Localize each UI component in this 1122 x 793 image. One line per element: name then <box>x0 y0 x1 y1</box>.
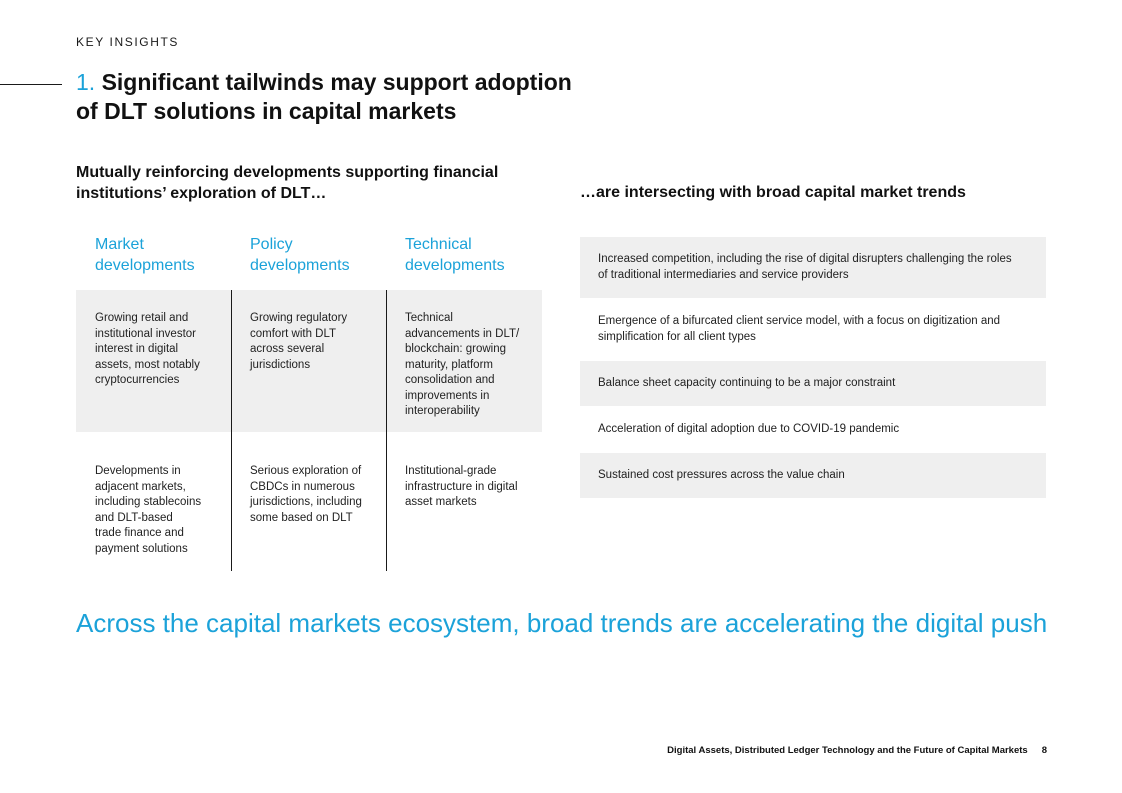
cell-line: some based on DLT <box>250 511 353 524</box>
title-line-1: Significant tailwinds may support adoption <box>101 69 572 95</box>
cell-line: maturity, platform <box>405 358 493 371</box>
cell-line: trade finance and <box>95 527 184 539</box>
cell-line: Institutional-grade <box>405 465 497 477</box>
cell-line: jurisdictions <box>250 358 311 371</box>
cell-line: across several <box>250 343 325 355</box>
cell-line: CBDCs in numerous <box>250 480 355 493</box>
cell-line: adjacent markets, <box>95 480 186 493</box>
cell-line: including stablecoins <box>95 496 202 508</box>
cell-line: assets, most notably <box>95 358 200 371</box>
cell-policy-row-2 <box>250 464 378 526</box>
title-number: 1. <box>76 69 96 95</box>
cell-line: interest in digital <box>95 343 179 355</box>
column-header-technical-line-2: developments <box>405 257 505 274</box>
cell-line: institutional investor <box>95 327 196 340</box>
column-header-technical <box>405 234 545 276</box>
cell-line: interoperability <box>405 405 480 417</box>
cell-line: jurisdictions, including <box>250 496 362 508</box>
cell-technical-row-2 <box>405 464 533 511</box>
cell-line: consolidation and <box>405 374 495 386</box>
trend-line: Emergence of a bifurcated client service model, with a focus on digitization and <box>598 315 1001 327</box>
cell-line: Serious exploration of <box>250 465 362 477</box>
trend-item <box>580 453 1046 498</box>
cell-line: cryptocurrencies <box>95 374 180 386</box>
cell-line: Technical <box>405 312 453 324</box>
page-number: 8 <box>1041 745 1047 756</box>
trend-line: Increased competition, including the rise of digital disrupters challenging the roles <box>598 253 1012 265</box>
tagline: Across the capital markets ecosystem, broad trends are accelerating the digital push <box>76 608 1048 638</box>
cell-line: advancements in DLT/ <box>405 327 520 340</box>
trend-text: Balance sheet capacity continuing to be a major constraint <box>598 376 896 389</box>
cell-line: asset markets <box>405 496 477 508</box>
cell-line: infrastructure in digital <box>405 480 518 493</box>
column-header-policy <box>250 234 390 276</box>
cell-line: payment solutions <box>95 542 188 555</box>
column-header-market <box>95 234 235 276</box>
column-header-technical-line-1: Technical <box>405 236 472 253</box>
cell-market-row-1 <box>95 311 223 389</box>
cell-line: Growing regulatory <box>250 312 348 324</box>
trend-text: Acceleration of digital adoption due to COVID-19 pandemic <box>598 422 900 435</box>
trend-text: Sustained cost pressures across the value chain <box>598 468 845 481</box>
title-line-2: of DLT solutions in capital markets <box>76 98 457 124</box>
right-subheading: …are intersecting with broad capital market trends <box>580 184 966 201</box>
trend-text <box>598 314 1000 345</box>
trend-line: of traditional intermediaries and service providers <box>598 268 849 281</box>
column-divider <box>231 290 232 571</box>
column-header-policy-line-1: Policy <box>250 236 293 253</box>
trend-item <box>580 361 1046 406</box>
cell-line: Developments in <box>95 465 181 477</box>
cell-line: comfort with DLT <box>250 327 337 340</box>
section-eyebrow: KEY INSIGHTS <box>76 35 180 49</box>
left-subheading-line-1: Mutually reinforcing developments supporting financial <box>76 164 499 181</box>
column-header-market-line-2: developments <box>95 257 195 274</box>
trend-item <box>580 299 1046 360</box>
column-header-market-line-1: Market <box>95 236 144 253</box>
cell-policy-row-1 <box>250 311 378 373</box>
cell-technical-row-1 <box>405 311 533 420</box>
trend-line: simplification for all client types <box>598 330 756 343</box>
page-title <box>76 68 616 126</box>
column-divider <box>386 290 387 571</box>
left-subheading <box>76 162 546 204</box>
cell-line: and DLT-based <box>95 511 173 524</box>
trend-item <box>580 407 1046 452</box>
left-subheading-line-2: institutions’ exploration of DLT… <box>76 185 327 202</box>
cell-market-row-2 <box>95 464 223 557</box>
trend-item <box>580 237 1046 298</box>
column-header-policy-line-2: developments <box>250 257 350 274</box>
cell-line: Growing retail and <box>95 312 189 324</box>
cell-line: improvements in <box>405 389 490 402</box>
cell-line: blockchain: growing <box>405 343 507 355</box>
title-rule <box>0 84 62 85</box>
footer <box>560 745 1047 756</box>
trend-text <box>598 252 1012 283</box>
footer-title: Digital Assets, Distributed Ledger Technology and the Future of Capital Markets <box>667 745 1028 756</box>
